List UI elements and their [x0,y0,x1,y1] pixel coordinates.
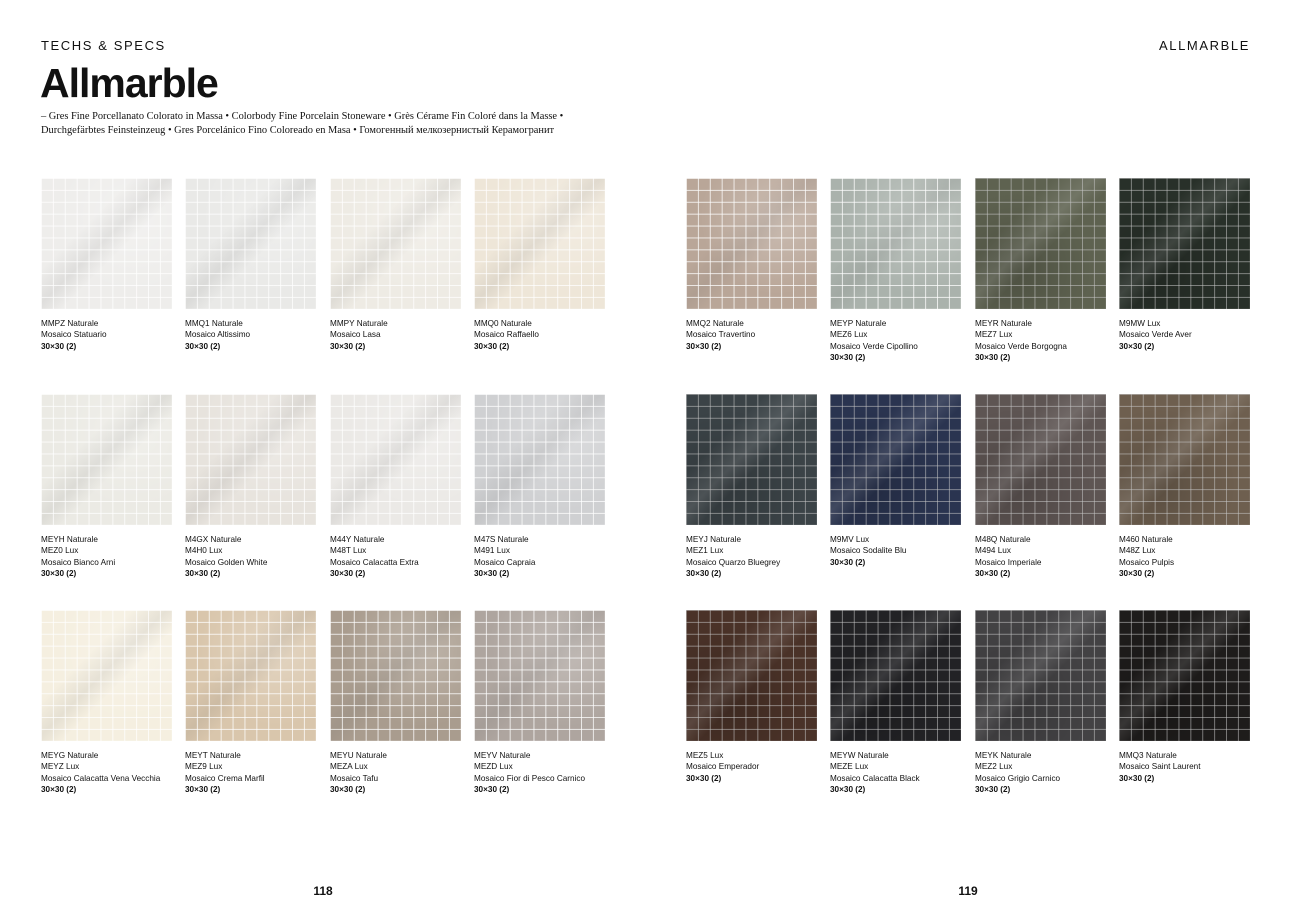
tile-size: 30×30 (2) [686,569,722,579]
tile-swatch [686,394,817,525]
tile-size: 30×30 (2) [686,773,722,783]
tile-code-line: MEZ6 Lux [830,330,868,340]
tile-card [41,394,172,580]
tile-code-line: M4H0 Lux [185,546,223,556]
tile-code-line: MEZE Lux [830,762,869,772]
section-label: TECHS & SPECS [41,38,166,53]
tile-code-line: Mosaico Altissimo [185,330,251,340]
tile-code-line: Mosaico Statuario [41,330,107,340]
tile-code-line: MEYH Naturale [41,535,98,544]
tile-code-line: MEYU Naturale [330,751,387,760]
tile-size: 30×30 (2) [330,569,366,579]
tile-card [330,394,461,580]
tile-card [330,178,461,352]
tile-card [474,610,605,796]
tile-caption [41,318,172,352]
tile-card [330,610,461,796]
tile-code-line: Mosaico Calacatta Extra [330,557,419,567]
tile-code-line: MMPY Naturale [330,319,388,328]
tile-size: 30×30 (2) [1119,341,1155,351]
tile-caption [975,318,1106,364]
tile-code-line: M48T Lux [330,546,367,556]
tile-swatch [1119,610,1250,741]
tile-swatch [830,178,961,309]
tile-size: 30×30 (2) [830,557,866,567]
tile-code-line: M4GX Naturale [185,535,242,544]
tile-code-line: M48Q Naturale [975,535,1031,544]
tile-caption [185,318,316,352]
tile-code-line: MEZD Lux [474,762,513,772]
tile-code-line: Mosaico Verde Borgogna [975,341,1067,351]
tile-caption [1119,318,1250,352]
tile-card [686,394,817,580]
tile-swatch [41,178,172,309]
tile-card [41,178,172,352]
tile-swatch [474,610,605,741]
tile-caption [830,750,961,796]
tile-caption [330,534,461,580]
tile-swatch [185,394,316,525]
tile-code-line: MEYK Naturale [975,751,1032,760]
tile-code-line: MEZ1 Lux [686,546,724,556]
tile-swatch [686,610,817,741]
tile-size: 30×30 (2) [41,341,77,351]
tile-code-line: MMQ2 Naturale [686,319,744,328]
tile-code-line: M9MW Lux [1119,319,1161,328]
tile-code-line: MMPZ Naturale [41,319,99,328]
tile-caption [1119,750,1250,784]
tile-code-line: MEZ5 Lux [686,751,724,760]
tile-card [474,394,605,580]
tile-caption [41,750,172,796]
tile-swatch [185,610,316,741]
tile-card [975,178,1106,364]
tile-swatch [686,178,817,309]
tile-swatch [975,394,1106,525]
tile-size: 30×30 (2) [830,785,866,795]
tile-code-line: Mosaico Crema Marfil [185,773,265,783]
tile-code-line: Mosaico Calacatta Black [830,773,920,783]
tile-card [975,610,1106,796]
tile-code-line: Mosaico Pulpis [1119,557,1175,567]
tile-size: 30×30 (2) [41,785,77,795]
tile-code-line: MEYZ Lux [41,762,80,772]
tile-card [185,394,316,580]
tile-caption [330,318,461,352]
tile-card [830,610,961,796]
tile-swatch [41,394,172,525]
tile-swatch [330,610,461,741]
tile-caption [975,534,1106,580]
tile-code-line: MMQ1 Naturale [185,319,243,328]
tile-code-line: Mosaico Fior di Pesco Carnico [474,773,586,783]
tile-size: 30×30 (2) [975,353,1011,363]
tile-code-line: MEZ2 Lux [975,762,1013,772]
tile-caption [41,534,172,580]
tile-caption [474,750,605,796]
tile-size: 30×30 (2) [185,785,221,795]
tile-caption [830,534,961,568]
tile-size: 30×30 (2) [330,785,366,795]
page-title: Allmarble [40,60,218,106]
page-number-left: 118 [313,884,333,898]
tile-size: 30×30 (2) [474,785,510,795]
tile-code-line: M44Y Naturale [330,535,385,544]
tile-code-line: M47S Naturale [474,535,529,544]
tile-size: 30×30 (2) [185,569,221,579]
tile-size: 30×30 (2) [830,353,866,363]
tile-code-line: Mosaico Capraia [474,557,536,567]
tile-code-line: Mosaico Bianco Arni [41,557,116,567]
tile-card [686,178,817,352]
tile-code-line: MEZA Lux [330,762,368,772]
tile-size: 30×30 (2) [474,341,510,351]
tile-caption [185,750,316,796]
tile-code-line: Mosaico Lasa [330,330,381,340]
tile-card [41,610,172,796]
tile-swatch [41,610,172,741]
material-description [41,110,611,138]
description-line: – Gres Fine Porcellanato Colorato in Massa • Colorbody Fine Porcelain Stoneware • Grès Cérame Fin Coloré dans la Masse • [41,111,564,122]
tile-code-line: MMQ3 Naturale [1119,751,1177,760]
tile-code-line: Mosaico Imperiale [975,557,1042,567]
tile-code-line: Mosaico Saint Laurent [1119,762,1201,772]
tile-swatch [330,394,461,525]
tile-card [1119,394,1250,580]
tile-caption [474,534,605,580]
tile-code-line: M491 Lux [474,546,510,556]
tile-size: 30×30 (2) [185,341,221,351]
tile-code-line: MEZ7 Lux [975,330,1013,340]
tile-swatch [1119,394,1250,525]
tile-swatch [830,394,961,525]
tile-size: 30×30 (2) [1119,773,1155,783]
tile-caption [830,318,961,364]
tile-card [830,178,961,364]
tile-card [474,178,605,352]
tile-swatch [830,610,961,741]
tile-size: 30×30 (2) [686,341,722,351]
tile-size: 30×30 (2) [474,569,510,579]
tile-code-line: M494 Lux [975,546,1011,556]
tile-swatch [975,178,1106,309]
tile-size: 30×30 (2) [330,341,366,351]
tile-code-line: Mosaico Grigio Carnico [975,773,1061,783]
tile-card [830,394,961,568]
tile-code-line: Mosaico Quarzo Bluegrey [686,557,781,567]
tile-size: 30×30 (2) [1119,569,1155,579]
tile-code-line: Mosaico Verde Cipollino [830,341,918,351]
tile-caption [686,750,817,784]
tile-swatch [474,178,605,309]
tile-caption [686,534,817,580]
tile-code-line: MEYR Naturale [975,319,1032,328]
tile-card [1119,610,1250,784]
tile-code-line: Mosaico Raffaello [474,330,539,340]
tile-code-line: M48Z Lux [1119,546,1156,556]
tile-code-line: MEYP Naturale [830,319,887,328]
tile-caption [686,318,817,352]
tile-card [975,394,1106,580]
tile-code-line: MEZ9 Lux [185,762,223,772]
tile-code-line: MMQ0 Naturale [474,319,532,328]
tile-swatch [975,610,1106,741]
tile-code-line: Mosaico Travertino [686,330,756,340]
tile-size: 30×30 (2) [41,569,77,579]
collection-label: ALLMARBLE [1159,38,1250,53]
tile-code-line: M460 Naturale [1119,535,1173,544]
tile-swatch [474,394,605,525]
tile-code-line: MEYG Naturale [41,751,99,760]
tile-swatch [185,178,316,309]
description-line: Durchgefärbtes Feinsteinzeug • Gres Porcelánico Fino Coloreado en Masa • Гомогенный мелкозернистый Керамогранит [41,125,555,136]
tile-swatch [330,178,461,309]
tile-code-line: Mosaico Sodalite Blu [830,546,907,556]
tile-code-line: M9MV Lux [830,535,870,544]
tile-code-line: Mosaico Golden White [185,557,268,567]
tile-code-line: MEYJ Naturale [686,535,742,544]
tile-card [185,610,316,796]
tile-caption [330,750,461,796]
tile-card [1119,178,1250,352]
tile-code-line: MEYW Naturale [830,751,889,760]
tile-code-line: Mosaico Verde Aver [1119,330,1192,340]
tile-size: 30×30 (2) [975,785,1011,795]
tile-swatch [1119,178,1250,309]
tile-caption [474,318,605,352]
tile-caption [1119,534,1250,580]
tile-code-line: MEYT Naturale [185,751,241,760]
tile-code-line: Mosaico Tafu [330,773,379,783]
tile-code-line: MEZ0 Lux [41,546,79,556]
tile-caption [975,750,1106,796]
tile-card [686,610,817,784]
tile-caption [185,534,316,580]
tile-card [185,178,316,352]
page-number-right: 119 [958,884,978,898]
tile-code-line: Mosaico Calacatta Vena Vecchia [41,773,161,783]
tile-size: 30×30 (2) [975,569,1011,579]
tile-code-line: MEYV Naturale [474,751,531,760]
tile-code-line: Mosaico Emperador [686,762,760,772]
